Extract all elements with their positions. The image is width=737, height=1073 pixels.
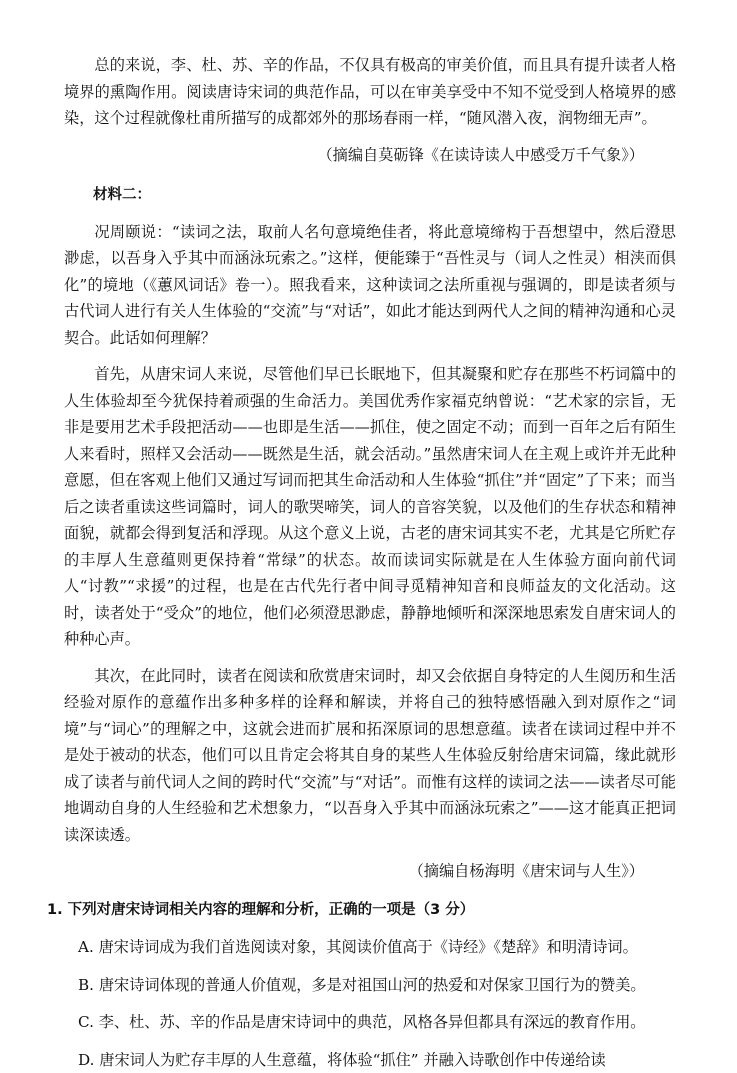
material1-closing-paragraph: 总的来说，李、杜、苏、辛的作品，不仅具有极高的审美价值，而且具有提升读者人格境界的熏陶作用。阅读唐诗宋词的典范作品，可以在审美享受中不知不觉受到人格境界的感染，这个过程就像杜甫所描写的成都郊外的那场春雨一样，“随风潜入夜，润物细无声”。 <box>64 52 676 132</box>
material2-paragraph: 况周颐说：“读词之法，取前人名句意境绝佳者，将此意境缔构于吾想望中，然后澄思渺虑，以吾身入乎其中而涵泳玩索之。”这样，便能臻于“吾性灵与（词人之性灵）相浃而俱化”的境地（《蕙风词话》卷一）。照我看来，这种读词之法所重视与强调的，即是读者须与古代词人进行有关人生体验的“交流”与“对话”，如此才能达到两代人之间的精神沟通和心灵契合。此话如何理解？ <box>64 219 676 352</box>
material2-paragraph: 其次，在此同时，读者在阅读和欣赏唐宋词时，却又会依据自身特定的人生阅历和生活经验对原作的意蕴作出多种多样的诠释和解读，并将自己的独特感悟融入到对原作之“词境”与“词心”的理解之中，这就会进而扩展和拓深原词的思想意蕴。读者在读词过程中并不是处于被动的状态，他们可以且肯定会将其自身的某些人生体验反射给唐宋词篇，缘此就形成了读者与前代词人之间的跨时代“交流”与“对话”。而惟有这样的读词之法——读者尽可能地调动自身的人生经验和艺术想象力，“以吾身入乎其中而涵泳玩索之”——这才能真正把词读深读透。 <box>64 663 676 849</box>
material2-source: （摘编自杨海明《唐宋词与人生》） <box>64 858 676 885</box>
question-1-option-d: D. 唐宋词人为贮存丰厚的人生意蕴，将体验“抓住” 并融入诗歌创作中传递给读 <box>78 1047 676 1073</box>
material2-paragraph: 首先，从唐宋词人来说，尽管他们早已长眠地下，但其凝聚和贮存在那些不朽词篇中的人生体验却至今犹保持着顽强的生命活力。美国优秀作家福克纳曾说：“艺术家的宗旨，无非是要用艺术手段把活动——也即是生活——抓住，使之固定不动；而到一百年之后有陌生人来看时，照样又会活动——既然是生活，就会活动。”虽然唐宋词人在主观上或许并无此种意愿，但在客观上他们又通过写词而把其生命活动和人生体验“抓住”并“固定”了下来；而当后之读者重读这些词篇时，词人的歌哭啼笑，词人的音容笑貌，以及他们的生存状态和精神面貌，就都会得到复活和浮现。从这个意义上说，古老的唐宋词其实不老，尤其是它所贮存的丰厚人生意蕴则更保持着“常绿”的状态。故而读词实际就是在人生体验方面向前代词人“讨教”“求援”的过程，也是在古代先行者中间寻觅精神知音和良师益友的文化活动。这时，读者处于“受众”的地位，他们必须澄思渺虑，静静地倾听和深深地思索发自唐宋词人的种种心声。 <box>64 361 676 653</box>
question-1-option-a: A. 唐宋诗词成为我们首选阅读对象，其阅读价值高于《诗经》《楚辞》和明清诗词。 <box>78 934 676 961</box>
material2-heading: 材料二： <box>64 182 676 209</box>
question-1-option-b: B. 唐宋诗词体现的普通人价值观，多是对祖国山河的热爱和对保家卫国行为的赞美。 <box>78 972 676 999</box>
material1-source: （摘编自莫砺锋《在读诗读人中感受万千气象》） <box>64 142 676 169</box>
document-page <box>64 52 676 1073</box>
question-1-option-c: C. 李、杜、苏、辛的作品是唐宋诗词中的典范，风格各异但都具有深远的教育作用。 <box>78 1009 676 1036</box>
question-1-stem: 1. 下列对唐宋诗词相关内容的理解和分析，正确的一项是（3 分） <box>47 897 676 924</box>
